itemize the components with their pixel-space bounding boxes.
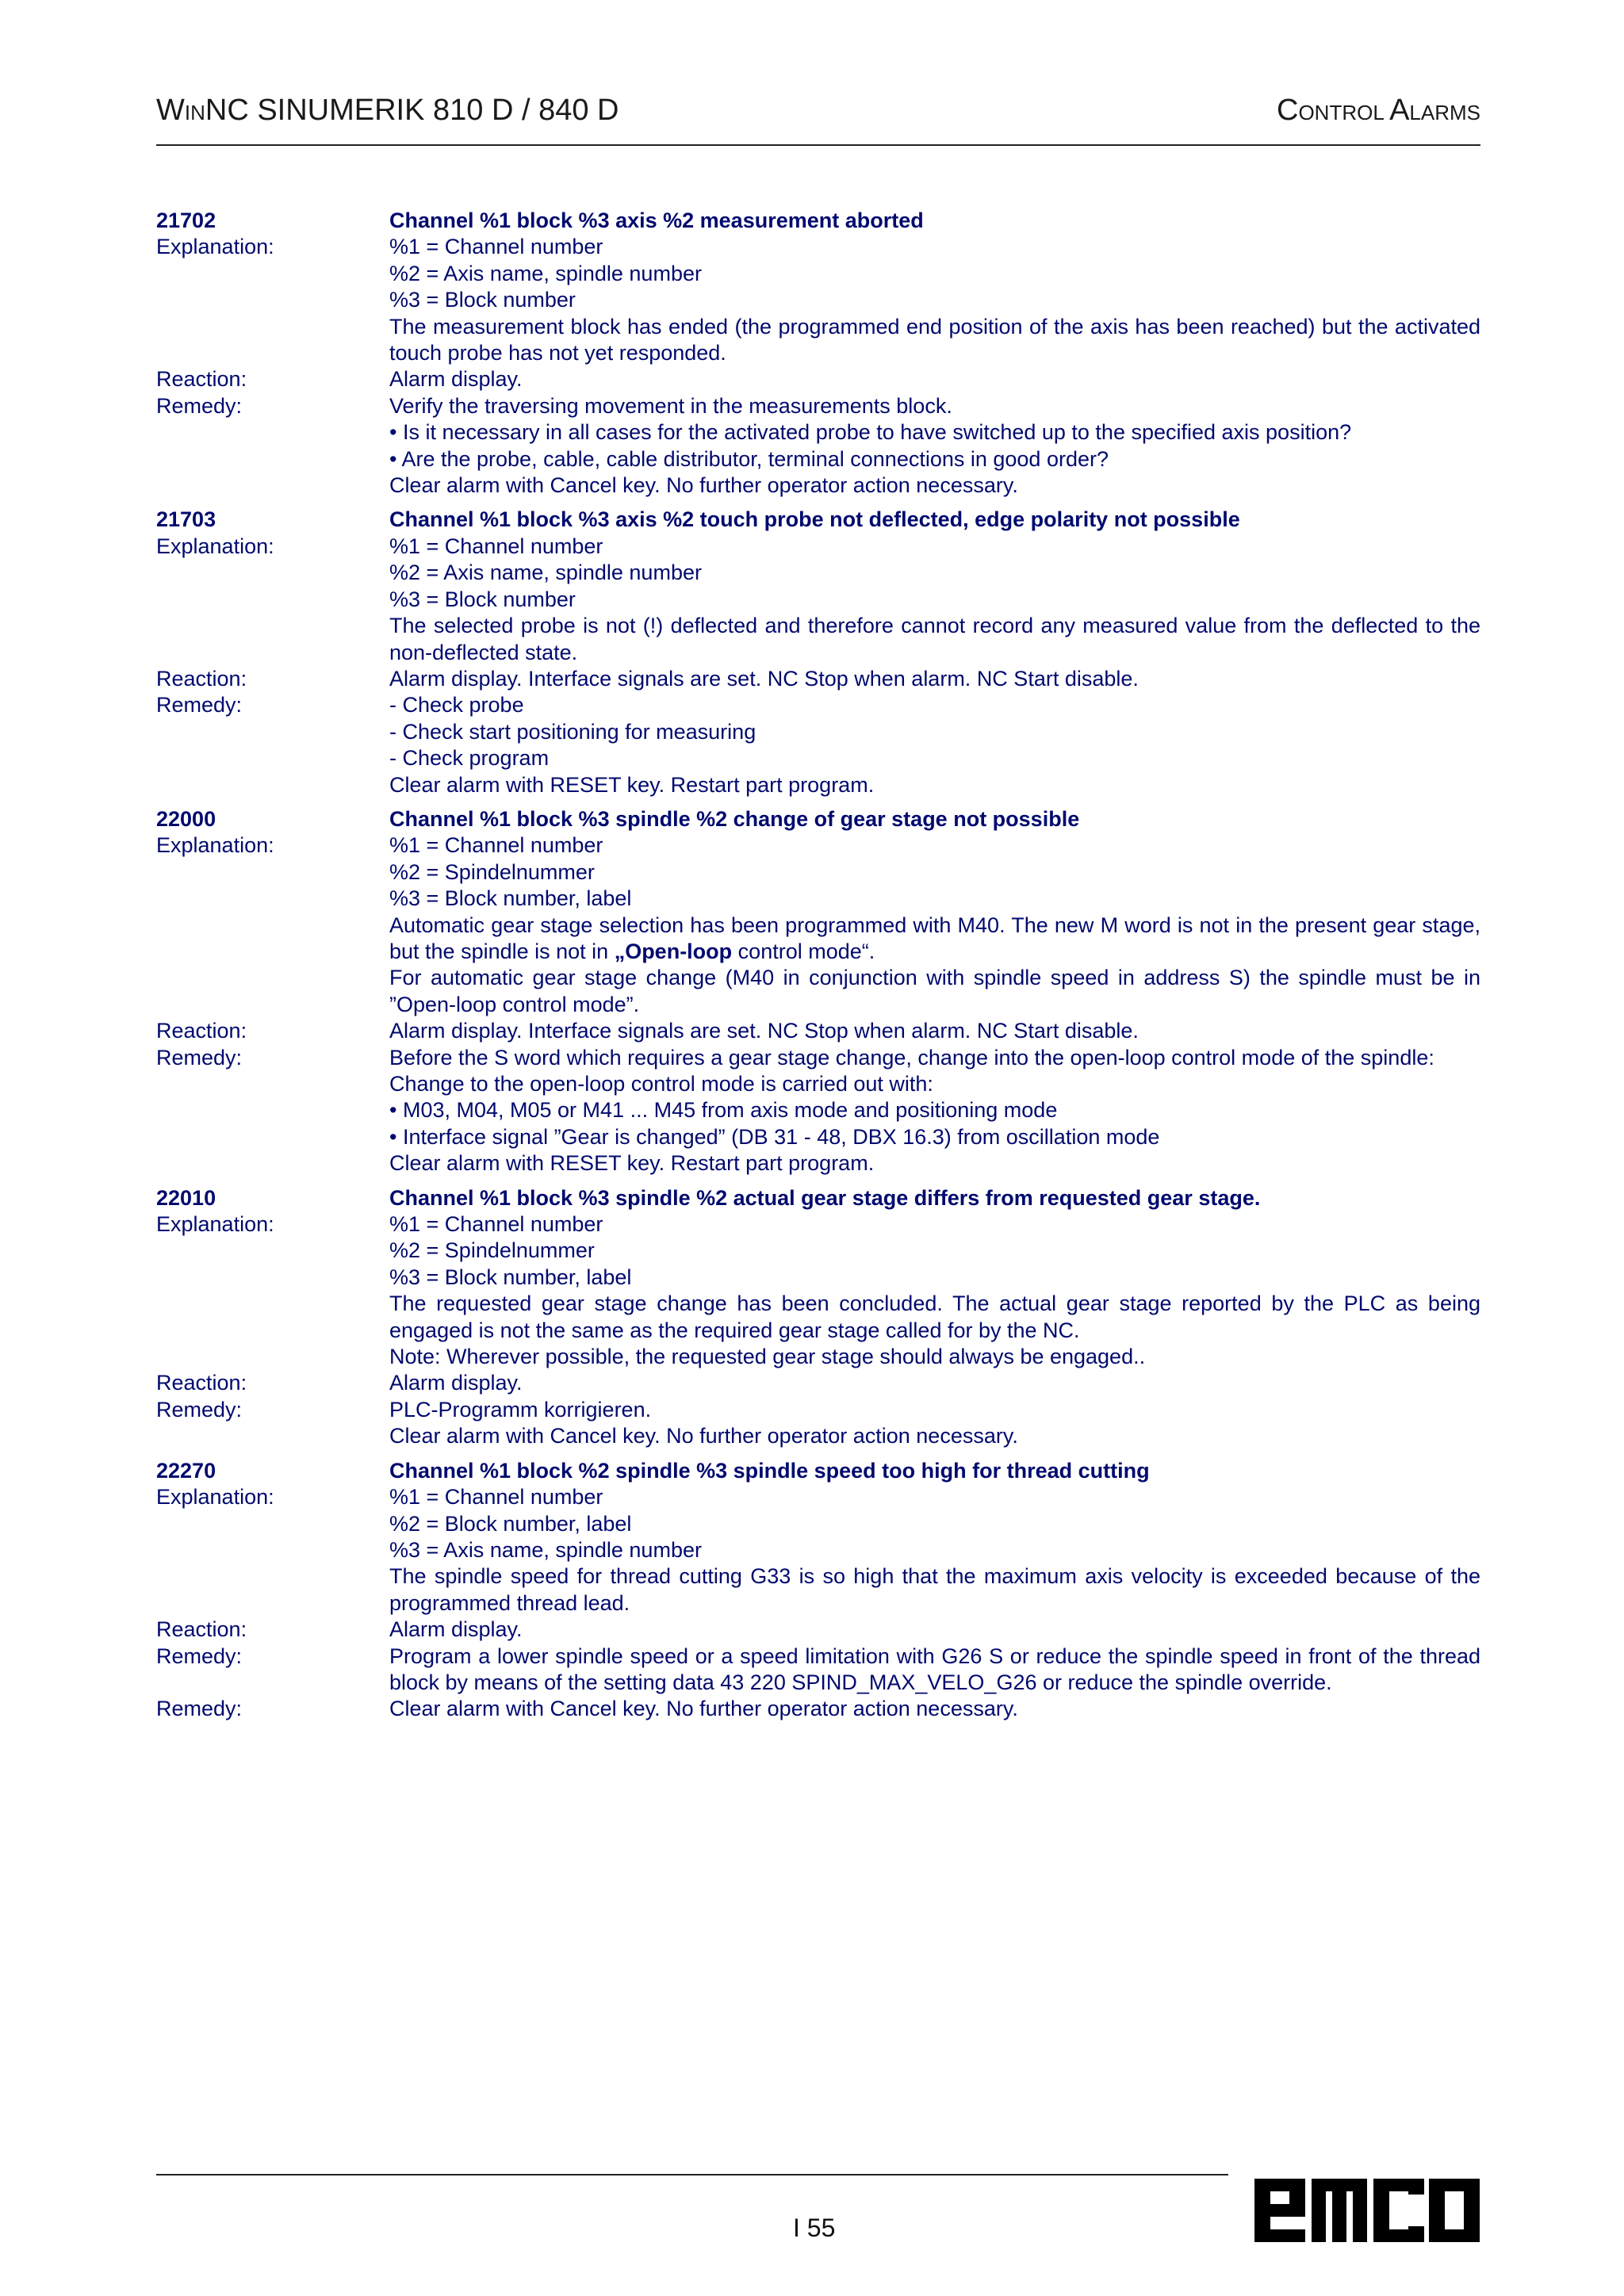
alarm-title: Channel %1 block %3 axis %2 touch probe not deflected, edge polarity not possible bbox=[389, 507, 1240, 532]
explanation-text: %1 = Channel number %2 = Spindelnummer %3 = Block number, label The requested gear stage change has been concluded. The actual gear stage reported by the PLC as being engaged is not the same as the required gear stage called for by the NC. Note: Wherever possible, the requested gear stage should always be engaged.. bbox=[389, 1212, 1480, 1369]
footer-rule bbox=[156, 2174, 1228, 2175]
alarm-entry bbox=[156, 507, 1480, 798]
alarm-title: Channel %1 block %3 spindle %2 change of gear stage not possible bbox=[389, 806, 1080, 831]
alarm-list bbox=[156, 208, 1480, 1731]
alarm-number: 21703 bbox=[156, 507, 216, 532]
alarm-number: 22270 bbox=[156, 1458, 216, 1483]
remedy-label: Remedy: bbox=[156, 1644, 243, 1668]
page-header bbox=[156, 94, 1480, 146]
remedy-label: Remedy: bbox=[156, 393, 243, 418]
remedy-text: Clear alarm with Cancel key. No further operator action necessary. bbox=[389, 1697, 1018, 1721]
alarm-entry bbox=[156, 208, 1480, 499]
reaction-text: Alarm display. bbox=[389, 1617, 523, 1642]
remedy-text: - Check probe - Check start positioning for measuring - Check program Clear alarm with RESET key. Restart part program. bbox=[389, 693, 875, 797]
explanation-label: Explanation: bbox=[156, 1485, 274, 1510]
reaction-label: Reaction: bbox=[156, 367, 247, 392]
remedy-text: Program a lower spindle speed or a speed limitation with G26 S or reduce the spindle speed in front of the thread block by means of the setting data 43 220 SPIND_MAX_VELO_G26 or reduce the spindle override. bbox=[389, 1644, 1480, 1694]
reaction-text: Alarm display. Interface signals are set. NC Stop when alarm. NC Start disable. bbox=[389, 1019, 1139, 1043]
alarm-number: 22010 bbox=[156, 1185, 216, 1210]
explanation-label: Explanation: bbox=[156, 235, 274, 259]
reaction-text: Alarm display. bbox=[389, 367, 523, 392]
explanation-label: Explanation: bbox=[156, 833, 274, 858]
alarm-title: Channel %1 block %2 spindle %3 spindle speed too high for thread cutting bbox=[389, 1458, 1150, 1483]
alarm-entry bbox=[156, 1185, 1480, 1450]
alarm-number: 21702 bbox=[156, 209, 216, 232]
remedy-label: Remedy: bbox=[156, 1045, 243, 1070]
remedy-label: Remedy: bbox=[156, 1397, 243, 1422]
explanation-label: Explanation: bbox=[156, 534, 274, 558]
remedy-text: Verify the traversing movement in the measurements block. • Is it necessary in all cases for the activated probe to have switched up to the specified axis position? • Are the probe, cable, cable distributor, terminal connections in good order? Clear alarm with Cancel key. No further operator action necessary. bbox=[389, 393, 1352, 498]
alarm-title: Channel %1 block %3 axis %2 measurement aborted bbox=[389, 209, 924, 232]
remedy-text: Before the S word which requires a gear stage change, change into the open-loop control mode of the spindle: Change to the open-loop control mode is carried out with: • M03, M04, M05 or M41 ... M45 from axis mode and positioning mode • Interface signal ”Gear is changed” (DB 31 - 48, DBX 16.3) from oscillation mode Clear alarm with RESET key. Restart part program. bbox=[389, 1045, 1434, 1176]
reaction-text: Alarm display. bbox=[389, 1371, 523, 1395]
explanation-label: Explanation: bbox=[156, 1212, 274, 1237]
emco-logo bbox=[1253, 2172, 1481, 2245]
header-section: CONTROL ALARMS bbox=[1277, 94, 1480, 127]
alarm-title: Channel %1 block %3 spindle %2 actual gear stage differs from requested gear stage. bbox=[389, 1185, 1261, 1210]
remedy-label: Remedy: bbox=[156, 1697, 243, 1721]
reaction-text: Alarm display. Interface signals are set. NC Stop when alarm. NC Start disable. bbox=[389, 666, 1139, 691]
alarm-entry bbox=[156, 806, 1480, 1177]
reaction-label: Reaction: bbox=[156, 666, 247, 691]
explanation-text: %1 = Channel number %2 = Axis name, spindle number %3 = Block number The measurement block has ended (the programmed end position of the axis has been reached) but the activated touch probe has not yet responded. bbox=[389, 235, 1480, 365]
reaction-label: Reaction: bbox=[156, 1617, 247, 1642]
alarm-entry bbox=[156, 1458, 1480, 1723]
reaction-label: Reaction: bbox=[156, 1371, 247, 1395]
page-number: I 55 bbox=[793, 2214, 836, 2242]
alarm-number: 22000 bbox=[156, 806, 216, 831]
explanation-text: %1 = Channel number %2 = Block number, label %3 = Axis name, spindle number The spindle speed for thread cutting G33 is so high that the maximum axis velocity is exceeded because of the programmed thread lead. bbox=[389, 1485, 1480, 1615]
explanation-text: %1 = Channel number %2 = Spindelnummer %3 = Block number, label Automatic gear stage selection has been programmed with M40. The new M word is not in the present gear stage, but the spindle is not in „Open-loop control mode“. For automatic gear stage change (M40 in conjunction with spindle speed in address S) the spindle must be in ”Open-loop control mode”. bbox=[389, 833, 1480, 1016]
remedy-label: Remedy: bbox=[156, 693, 243, 718]
reaction-label: Reaction: bbox=[156, 1019, 247, 1043]
header-title: WINNC SINUMERIK 810 D / 840 D bbox=[156, 94, 619, 127]
explanation-text: %1 = Channel number %2 = Axis name, spindle number %3 = Block number The selected probe is not (!) deflected and therefore cannot record any measured value from the deflected to the non-deflected state. bbox=[389, 534, 1480, 664]
remedy-text: PLC-Programm korrigieren. Clear alarm with Cancel key. No further operator action necessary. bbox=[389, 1397, 1018, 1448]
